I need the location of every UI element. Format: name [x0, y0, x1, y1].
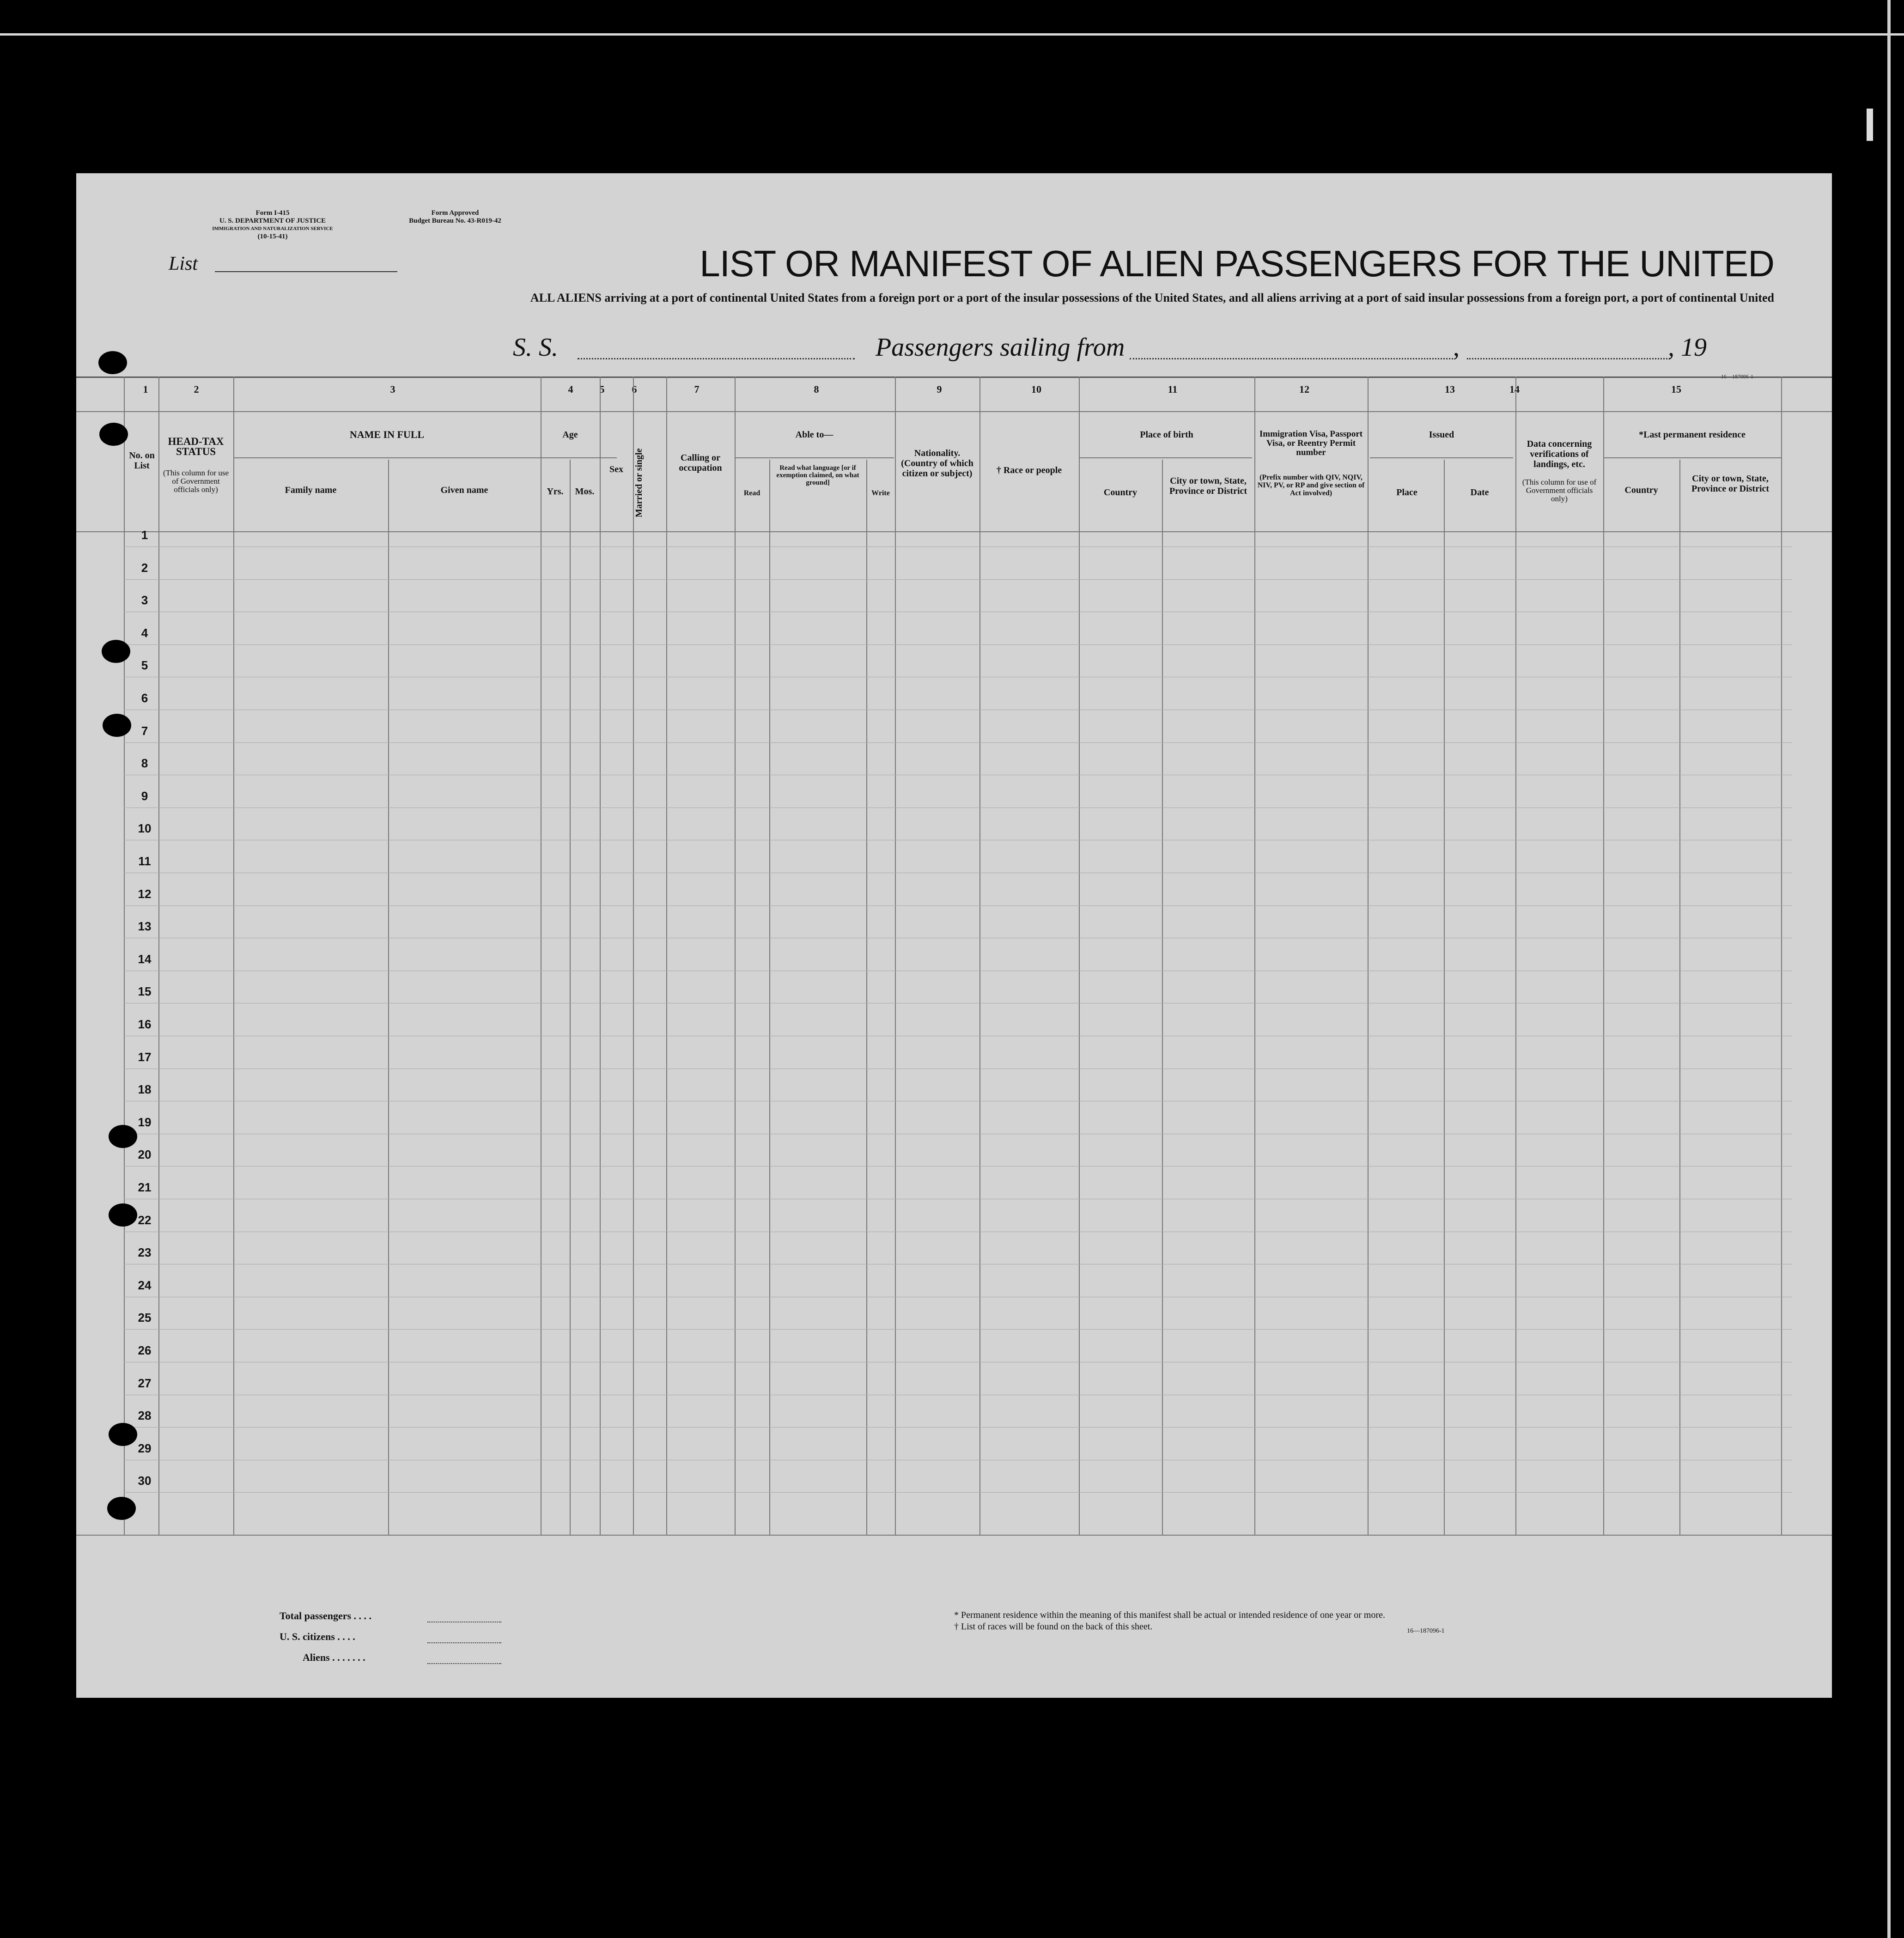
table-row[interactable]	[124, 644, 1792, 645]
header-able-to: Able to—	[795, 430, 833, 440]
column-divider	[388, 460, 389, 1535]
form-code-bottom: 16—187096-1	[1407, 1628, 1445, 1634]
column-number: 6	[632, 383, 637, 395]
header-married: Married or single	[634, 448, 644, 517]
row-number: 4	[141, 626, 148, 640]
header-given-name: Given name	[440, 485, 488, 495]
column-divider	[769, 460, 770, 1535]
row-number: 19	[138, 1115, 152, 1129]
column-number: 5	[599, 383, 605, 395]
table-row[interactable]	[124, 1329, 1792, 1330]
residence-footnote: * Permanent residence within the meaning of this manifest shall be actual or intended residence of one year or more.	[954, 1610, 1386, 1620]
film-right-edge	[1887, 0, 1891, 1938]
table-row[interactable]	[124, 905, 1792, 906]
column-divider	[735, 377, 736, 1535]
header-issued-date: Date	[1470, 487, 1489, 498]
table-row[interactable]	[124, 579, 1792, 580]
column-number: 14	[1509, 383, 1520, 395]
header-rule	[76, 411, 1832, 412]
row-number: 3	[141, 593, 148, 608]
form-code-top: 16—187096-1	[1721, 373, 1753, 380]
punch-hole	[103, 714, 131, 737]
column-number: 1	[143, 383, 148, 395]
column-divider	[600, 377, 601, 1535]
row-number: 27	[138, 1376, 152, 1390]
row-number: 6	[141, 691, 148, 705]
row-number: 13	[138, 919, 152, 934]
header-race: † Race or people	[996, 465, 1062, 475]
header-issued: Issued	[1429, 430, 1454, 440]
column-number: 3	[390, 383, 395, 395]
column-divider	[570, 460, 571, 1535]
row-number: 26	[138, 1343, 152, 1357]
row-number: 2	[141, 560, 148, 575]
column-divider	[1368, 377, 1369, 1535]
punch-hole	[109, 1125, 137, 1148]
column-divider	[1079, 377, 1080, 1535]
column-number: 9	[937, 383, 942, 395]
row-number: 10	[138, 821, 152, 836]
ship-label: S. S.	[513, 333, 558, 362]
year-prefix: , 19	[1668, 333, 1707, 362]
film-top-edge	[0, 33, 1904, 36]
row-number: 9	[141, 789, 148, 803]
header-residence-city: City or town, State, Province or District	[1691, 474, 1770, 494]
column-divider	[1603, 377, 1604, 1535]
header-place-of-birth: Place of birth	[1140, 430, 1193, 440]
header-residence-country: Country	[1624, 485, 1658, 495]
row-number: 16	[138, 1017, 152, 1031]
header-family-name: Family name	[285, 485, 337, 495]
row-number: 20	[138, 1148, 152, 1162]
column-divider	[1162, 460, 1163, 1535]
ship-name-field[interactable]	[578, 358, 855, 359]
column-divider	[124, 377, 125, 1535]
row-number: 18	[138, 1082, 152, 1097]
aliens-label: Aliens . . . . . . .	[303, 1652, 365, 1663]
row-number: 25	[138, 1311, 152, 1325]
column-number: 8	[814, 383, 819, 395]
sailing-date-field[interactable]	[1467, 358, 1670, 359]
race-footnote: † List of races will be found on the back of this sheet.	[954, 1622, 1153, 1632]
column-number: 12	[1299, 383, 1309, 395]
row-number: 30	[138, 1474, 152, 1488]
budget-number: Budget Bureau No. 43-R019-42	[409, 217, 501, 225]
header-head-tax-note: (This column for use of Government officials only)	[163, 468, 229, 494]
header-last-residence: *Last permanent residence	[1639, 430, 1746, 440]
row-number: 22	[138, 1213, 152, 1227]
comma-separator: ,	[1453, 333, 1460, 362]
header-yrs: Yrs.	[547, 486, 564, 497]
header-visa-note: (Prefix number with QIV, NQIV, NIV, PV, or RP and give section of Act involved)	[1257, 474, 1365, 497]
header-mos: Mos.	[575, 486, 595, 497]
column-divider	[666, 377, 667, 1535]
us-citizens-field[interactable]	[427, 1642, 501, 1643]
total-passengers-label: Total passengers . . . .	[280, 1610, 372, 1622]
header-rule	[1370, 457, 1513, 458]
row-number: 7	[141, 723, 148, 738]
header-bottom-rule	[76, 531, 1832, 532]
header-data-note: (This column for use of Government officials only)	[1522, 478, 1597, 503]
row-number: 24	[138, 1278, 152, 1292]
us-citizens-label: U. S. citizens . . . .	[280, 1631, 355, 1642]
sailing-port-field[interactable]	[1130, 358, 1453, 359]
approval-heading	[344, 209, 566, 225]
table-bottom-rule	[76, 1535, 1832, 1536]
table-row[interactable]	[124, 1427, 1792, 1428]
row-number: 1	[141, 528, 148, 542]
header-rule	[1603, 457, 1781, 458]
column-divider	[979, 377, 980, 1535]
service-name: IMMIGRATION AND NATURALIZATION SERVICE	[212, 226, 333, 231]
column-number: 4	[568, 383, 573, 395]
row-number: 14	[138, 952, 152, 966]
header-age: Age	[562, 430, 578, 440]
punch-hole	[109, 1423, 137, 1446]
form-number: Form I-415	[255, 209, 290, 217]
row-number: 29	[138, 1441, 152, 1455]
column-divider	[866, 460, 867, 1535]
punch-hole	[107, 1497, 136, 1520]
row-number: 12	[138, 887, 152, 901]
column-divider	[1679, 460, 1680, 1535]
header-rule	[1079, 457, 1252, 458]
row-number: 15	[138, 984, 152, 999]
form-date: (10-15-41)	[257, 233, 288, 240]
header-name-in-full: NAME IN FULL	[349, 429, 425, 440]
approved-label: Form Approved	[431, 209, 479, 217]
punch-hole	[98, 351, 127, 374]
column-number: 2	[194, 383, 199, 395]
page-title: LIST OR MANIFEST OF ALIEN PASSENGERS FOR THE UNITED	[700, 243, 1774, 284]
aliens-field[interactable]	[427, 1663, 501, 1664]
row-number: 28	[138, 1409, 152, 1423]
manifest-table	[76, 377, 1832, 1537]
row-number: 8	[141, 756, 148, 771]
column-number: 10	[1031, 383, 1041, 395]
header-calling: Calling or occupation	[679, 453, 722, 473]
header-data-concerning: Data concerning verifications of landings, etc.	[1527, 439, 1592, 469]
column-divider	[158, 377, 159, 1535]
header-nationality: Nationality. (Country of which citizen or subject)	[901, 448, 973, 479]
column-number: 11	[1168, 383, 1178, 395]
punch-hole	[102, 640, 130, 663]
header-read: Read	[743, 489, 760, 497]
column-divider	[1254, 377, 1255, 1535]
row-number: 17	[138, 1050, 152, 1064]
column-divider	[1781, 377, 1782, 1535]
punch-hole	[99, 423, 128, 446]
column-number: 15	[1671, 383, 1681, 395]
column-divider	[895, 377, 896, 1535]
header-rule	[233, 457, 617, 458]
header-no-on-list: No. on List	[129, 450, 155, 471]
column-number: 13	[1445, 383, 1455, 395]
page-subtitle: ALL ALIENS arriving at a port of continental United States from a foreign port or a port of the insular possessions of the United States, and all aliens arriving at a port of said insular possessions from a foreign port, a port of continental United	[530, 291, 1774, 304]
film-edge-mark	[1867, 109, 1873, 141]
department-name: U. S. DEPARTMENT OF JUSTICE	[219, 217, 326, 225]
row-number: 21	[138, 1180, 152, 1194]
row-number: 5	[141, 658, 148, 673]
header-read-language: Read what language [or if exemption claimed, on what ground]	[776, 464, 859, 486]
header-head-tax: HEAD-TAX STATUS	[168, 436, 224, 457]
column-number: 7	[694, 383, 700, 395]
row-number: 11	[138, 854, 151, 868]
column-divider	[1444, 460, 1445, 1535]
row-number: 23	[138, 1245, 152, 1260]
header-birth-country: Country	[1103, 487, 1138, 498]
column-divider	[233, 377, 234, 1535]
sailing-label: Passengers sailing from	[876, 333, 1125, 362]
header-sex: Sex	[609, 464, 623, 474]
header-issued-place: Place	[1396, 487, 1417, 498]
column-divider	[1515, 377, 1516, 1535]
table-row[interactable]	[124, 742, 1792, 743]
list-label: List	[169, 253, 198, 274]
list-number-field[interactable]	[215, 271, 397, 272]
punch-hole	[109, 1203, 137, 1227]
header-rule	[735, 457, 894, 458]
column-divider	[633, 377, 634, 1535]
header-birth-city: City or town, State, Province or District	[1169, 476, 1247, 496]
manifest-sheet	[76, 173, 1832, 1698]
header-write: Write	[871, 489, 890, 497]
table-row[interactable]	[124, 1492, 1792, 1493]
header-visa: Immigration Visa, Passport Visa, or Reentry Permit number	[1259, 429, 1363, 457]
